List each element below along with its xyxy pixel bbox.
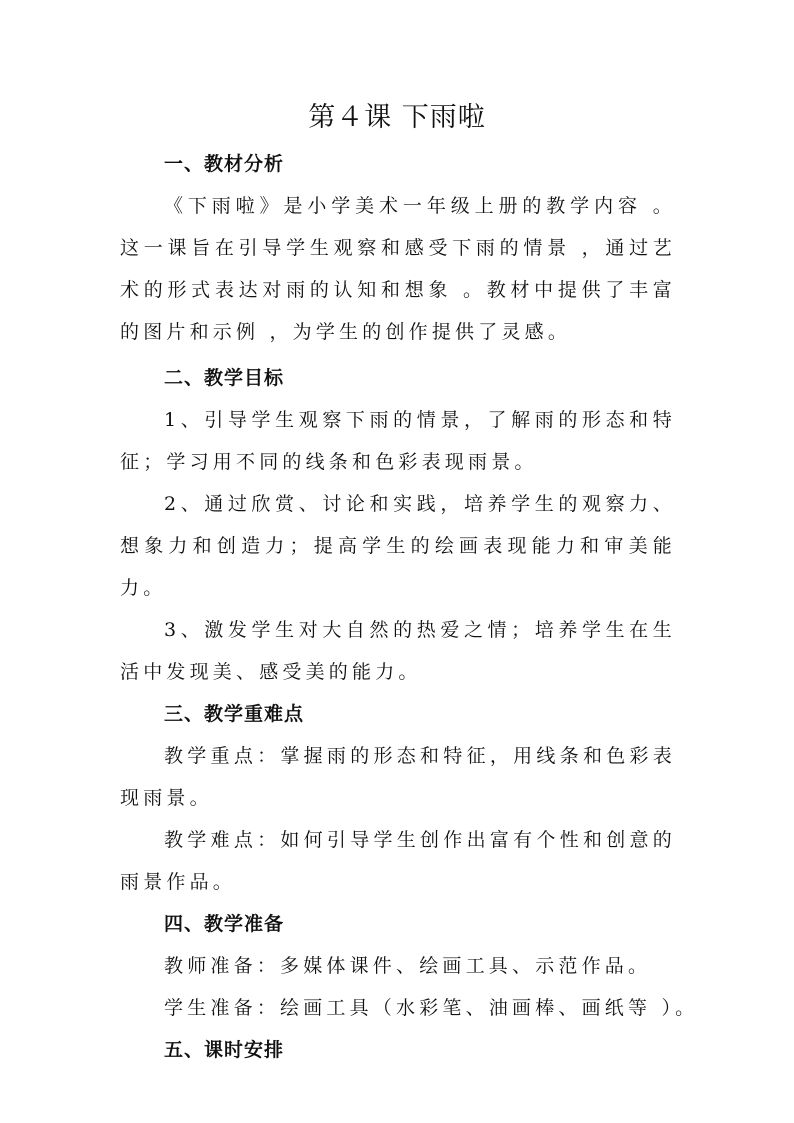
paragraph-difficult-point: 教学难点：如何引导学生创作出富有个性和创意的雨景作品。 [120,829,676,893]
paragraph-objective-2: 2、通过欣赏、讨论和实践，培养学生的观察力、想象力和创造力；提高学生的绘画表现能力和审美能力。 [120,493,676,599]
section-heading-key-points: 三、教学重难点 [164,703,305,725]
paragraph-student-preparation: 学生准备：绘画工具（水彩笔、油画棒、画纸等 ）。 [164,997,699,1019]
section-heading-preparation: 四、教学准备 [164,913,285,935]
paragraph-teacher-preparation: 教师准备：多媒体课件、绘画工具、示范作品。 [164,955,652,977]
paragraph-materials-analysis: 《下雨啦》是小学美术一年级上册的教学内容 。这一课旨在引导学生观察和感受下雨的情景 ，通过艺术的形式表达对雨的认知和想象 。教材中提供了丰富的图片和示例 ，为学生的创作提供了灵感。 [120,195,676,343]
section-heading-materials: 一、教材分析 [164,153,285,175]
document-body [120,143,699,1071]
paragraph-key-point: 教学重点：掌握雨的形态和特征，用线条和色彩表现雨景。 [120,745,676,809]
section-heading-schedule: 五、课时安排 [164,1039,285,1061]
page-title: 第４课 下雨啦 [308,102,486,133]
paragraph-objective-1: 1、引导学生观察下雨的情景，了解雨的形态和特征；学习用不同的线条和色彩表现雨景。 [120,409,676,473]
paragraph-objective-3: 3、激发学生对大自然的热爱之情；培养学生在生活中发现美、感受美的能力。 [120,619,676,683]
section-heading-objectives: 二、教学目标 [164,367,285,389]
